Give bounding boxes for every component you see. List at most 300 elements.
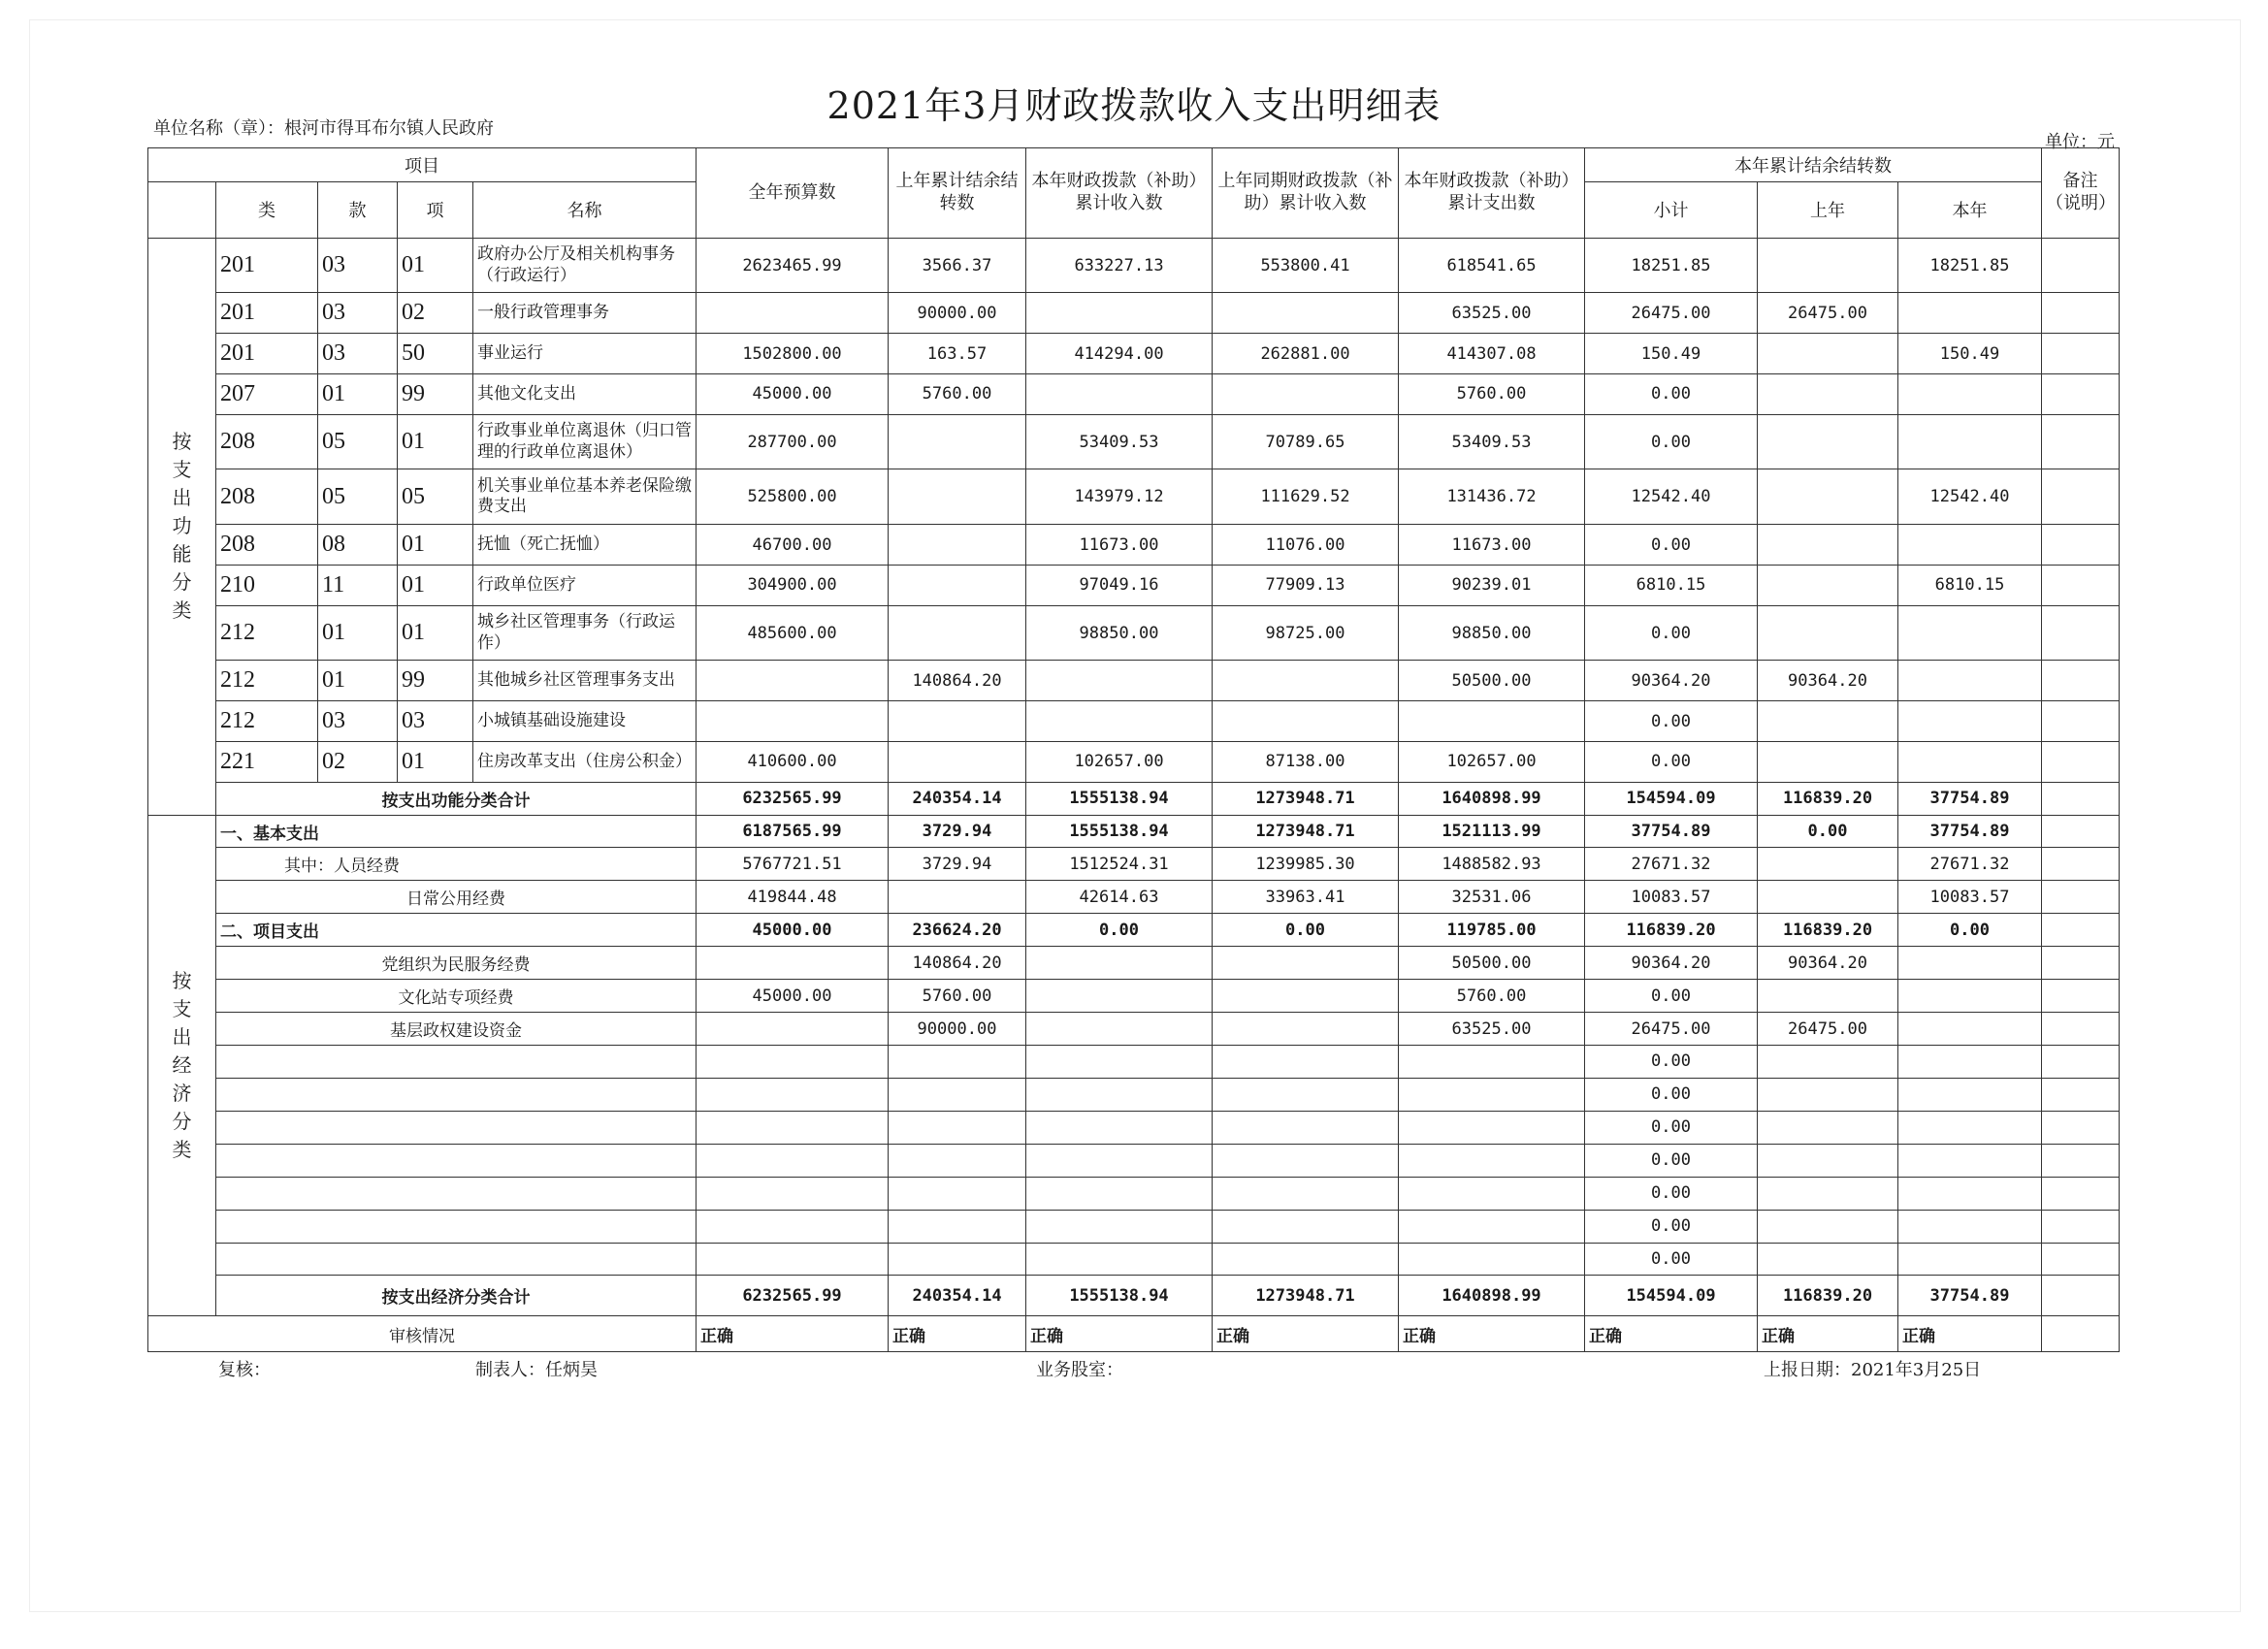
econ-carry-subtotal: 0.00 [1585,1111,1758,1144]
econ-budget: 419844.48 [697,881,889,914]
econ-row [148,1243,2120,1276]
cell-remark [2042,525,2120,566]
econ-label: 文化站专项经费 [216,980,697,1013]
cell-carry-this-year [1898,293,2042,334]
econ-total-carry-last-year: 116839.20 [1758,1276,1898,1316]
cell-carry-subtotal: 18251.85 [1585,238,1758,293]
cell-name: 抚恤（死亡抚恤） [473,525,697,566]
total-carry-last-year: 116839.20 [1758,782,1898,815]
econ-cur-income [1026,980,1213,1013]
unit-name: 单位名称（章）：根河市得耳布尔镇人民政府 [153,118,494,139]
cell-remark [2042,782,2120,815]
cell-remark [2042,293,2120,334]
cell-carry-subtotal: 0.00 [1585,525,1758,566]
econ-label: 二、项目支出 [216,914,697,947]
econ-carry-this-year: 27671.32 [1898,848,2042,881]
cell-budget: 46700.00 [697,525,889,566]
cell-carry-this-year [1898,373,2042,414]
cell-kuan: 03 [318,701,398,742]
econ-prev-same-income [1213,947,1399,980]
cell-lei: 208 [216,469,318,525]
econ-prev-carry: 90000.00 [889,1013,1026,1046]
cell-remark [2042,701,2120,742]
cell-remark [2042,1078,2120,1111]
cell-cur-expense: 98850.00 [1399,605,1585,661]
header-carry-group: 本年累计结余结转数 [1585,148,2042,182]
cell-remark [2042,605,2120,661]
econ-carry-last-year [1758,1078,1898,1111]
cell-xiang: 99 [398,661,473,701]
cell-prev-carry: 90000.00 [889,293,1026,334]
cell-name: 行政事业单位离退休（归口管理的行政单位离退休） [473,414,697,469]
cell-carry-subtotal: 0.00 [1585,414,1758,469]
econ-cur-expense [1399,1210,1585,1243]
cell-lei: 201 [216,293,318,334]
cell-lei: 201 [216,238,318,293]
econ-carry-last-year [1758,1144,1898,1177]
cell-kuan: 03 [318,238,398,293]
cell-budget [697,701,889,742]
total-carry-this-year: 37754.89 [1898,782,2042,815]
func-row [148,334,2120,374]
econ-cur-expense [1399,1111,1585,1144]
cell-carry-last-year: 90364.20 [1758,661,1898,701]
econ-carry-subtotal: 0.00 [1585,1144,1758,1177]
footer-reviewer: 复核： [218,1360,271,1380]
func-row [148,293,2120,334]
econ-carry-subtotal: 27671.32 [1585,848,1758,881]
econ-cur-income [1026,1013,1213,1046]
cell-lei: 210 [216,565,318,605]
econ-cur-expense [1399,1144,1585,1177]
cell-remark [2042,848,2120,881]
total-prev-same-income: 1273948.71 [1213,782,1399,815]
econ-row [148,1046,2120,1079]
econ-carry-subtotal: 0.00 [1585,1243,1758,1276]
cell-cur-income [1026,661,1213,701]
cell-cur-expense: 414307.08 [1399,334,1585,374]
econ-carry-subtotal: 0.00 [1585,980,1758,1013]
econ-prev-same-income [1213,1013,1399,1046]
header-prev-carry: 上年累计结余结转数 [889,148,1026,239]
econ-label [216,1111,697,1144]
econ-row [148,848,2120,881]
cell-remark [2042,1316,2120,1352]
econ-row [148,914,2120,947]
audit-label: 审核情况 [148,1316,697,1352]
econ-carry-last-year [1758,1111,1898,1144]
econ-cur-expense: 63525.00 [1399,1013,1585,1046]
cell-carry-this-year: 12542.40 [1898,469,2042,525]
cell-carry-this-year: 6810.15 [1898,565,2042,605]
econ-carry-subtotal: 90364.20 [1585,947,1758,980]
econ-carry-subtotal: 37754.89 [1585,815,1758,848]
econ-total-cur-expense: 1640898.99 [1399,1276,1585,1316]
cell-cur-expense: 618541.65 [1399,238,1585,293]
econ-carry-last-year [1758,848,1898,881]
cell-kuan: 05 [318,469,398,525]
econ-cur-income [1026,1046,1213,1079]
econ-cur-income [1026,1210,1213,1243]
econ-budget [697,1177,889,1210]
econ-label [216,1210,697,1243]
func-row [148,373,2120,414]
cell-remark [2042,1046,2120,1079]
cell-cur-income: 53409.53 [1026,414,1213,469]
econ-total-carry-subtotal: 154594.09 [1585,1276,1758,1316]
cell-prev-same-income [1213,373,1399,414]
econ-cur-expense: 1488582.93 [1399,848,1585,881]
cell-prev-same-income [1213,661,1399,701]
econ-prev-same-income [1213,1177,1399,1210]
econ-row [148,1111,2120,1144]
cell-remark [2042,741,2120,782]
cell-remark [2042,1210,2120,1243]
econ-carry-subtotal: 116839.20 [1585,914,1758,947]
cell-carry-this-year [1898,605,2042,661]
cell-xiang: 01 [398,741,473,782]
cell-lei: 208 [216,525,318,566]
audit-prev-same-income: 正确 [1213,1316,1399,1352]
econ-row [148,1144,2120,1177]
cell-name: 其他文化支出 [473,373,697,414]
cell-cur-income [1026,293,1213,334]
cell-xiang: 05 [398,469,473,525]
section-econ-text: 按支出经济分类 [172,968,192,1161]
cell-budget: 287700.00 [697,414,889,469]
cell-cur-expense: 53409.53 [1399,414,1585,469]
econ-carry-last-year: 90364.20 [1758,947,1898,980]
econ-carry-this-year [1898,1046,2042,1079]
cell-kuan: 03 [318,334,398,374]
func-total-label: 按支出功能分类合计 [216,782,697,815]
cell-carry-subtotal: 150.49 [1585,334,1758,374]
audit-cur-income: 正确 [1026,1316,1213,1352]
cell-prev-same-income: 111629.52 [1213,469,1399,525]
econ-cur-income: 1555138.94 [1026,815,1213,848]
cell-cur-expense: 50500.00 [1399,661,1585,701]
cell-carry-this-year [1898,701,2042,742]
cell-xiang: 01 [398,414,473,469]
cell-carry-subtotal: 26475.00 [1585,293,1758,334]
cell-prev-carry: 163.57 [889,334,1026,374]
econ-carry-subtotal: 10083.57 [1585,881,1758,914]
econ-prev-same-income [1213,1046,1399,1079]
cell-remark [2042,947,2120,980]
cell-prev-same-income [1213,293,1399,334]
econ-label [216,1078,697,1111]
cell-cur-income: 633227.13 [1026,238,1213,293]
cell-carry-this-year [1898,414,2042,469]
cell-budget: 1502800.00 [697,334,889,374]
total-prev-carry: 240354.14 [889,782,1026,815]
cell-carry-last-year [1758,373,1898,414]
cell-prev-carry [889,565,1026,605]
header-lei: 类 [216,182,318,238]
econ-prev-same-income: 0.00 [1213,914,1399,947]
econ-cur-income: 42614.63 [1026,881,1213,914]
cell-remark [2042,469,2120,525]
func-row [148,414,2120,469]
func-row [148,701,2120,742]
econ-prev-carry: 5760.00 [889,980,1026,1013]
audit-budget: 正确 [697,1316,889,1352]
cell-cur-income: 11673.00 [1026,525,1213,566]
cell-prev-carry [889,741,1026,782]
cell-cur-income: 102657.00 [1026,741,1213,782]
econ-prev-carry [889,1177,1026,1210]
econ-row [148,815,2120,848]
econ-cur-income [1026,1144,1213,1177]
econ-total-label: 按支出经济分类合计 [216,1276,697,1316]
footer-date: 上报日期：2021年3月25日 [1764,1360,1982,1380]
econ-total-cur-income: 1555138.94 [1026,1276,1213,1316]
econ-budget: 45000.00 [697,980,889,1013]
func-row [148,238,2120,293]
econ-prev-carry [889,1243,1026,1276]
func-row [148,741,2120,782]
cell-carry-subtotal: 0.00 [1585,701,1758,742]
econ-budget [697,1013,889,1046]
cell-carry-last-year [1758,469,1898,525]
cell-budget: 2623465.99 [697,238,889,293]
cell-carry-last-year [1758,334,1898,374]
cell-xiang: 01 [398,605,473,661]
cell-name: 行政单位医疗 [473,565,697,605]
cell-carry-last-year [1758,525,1898,566]
cell-remark [2042,1013,2120,1046]
econ-total-budget: 6232565.99 [697,1276,889,1316]
econ-row [148,947,2120,980]
cell-cur-income: 143979.12 [1026,469,1213,525]
cell-prev-same-income: 98725.00 [1213,605,1399,661]
econ-total-row [148,1276,2120,1316]
econ-cur-income [1026,1078,1213,1111]
total-cur-income: 1555138.94 [1026,782,1213,815]
econ-label [216,1177,697,1210]
cell-cur-income: 414294.00 [1026,334,1213,374]
econ-prev-same-income [1213,1144,1399,1177]
cell-budget [697,661,889,701]
cell-xiang: 01 [398,565,473,605]
econ-prev-carry [889,1111,1026,1144]
econ-carry-last-year [1758,1210,1898,1243]
econ-prev-carry: 140864.20 [889,947,1026,980]
econ-carry-subtotal: 0.00 [1585,1046,1758,1079]
header-kuan: 款 [318,182,398,238]
header-name: 名称 [473,182,697,238]
econ-cur-expense [1399,1078,1585,1111]
cell-cur-income [1026,373,1213,414]
header-project: 项目 [148,148,697,182]
cell-name: 其他城乡社区管理事务支出 [473,661,697,701]
cell-carry-this-year [1898,741,2042,782]
econ-budget: 6187565.99 [697,815,889,848]
econ-cur-expense: 32531.06 [1399,881,1585,914]
econ-budget [697,1111,889,1144]
cell-xiang: 02 [398,293,473,334]
econ-cur-expense [1399,1046,1585,1079]
cell-prev-same-income: 262881.00 [1213,334,1399,374]
cell-cur-expense: 90239.01 [1399,565,1585,605]
cell-kuan: 01 [318,373,398,414]
cell-remark [2042,238,2120,293]
econ-label: 基层政权建设资金 [216,1013,697,1046]
cell-cur-income [1026,701,1213,742]
cell-prev-carry: 5760.00 [889,373,1026,414]
econ-label: 党组织为民服务经费 [216,947,697,980]
econ-carry-last-year [1758,881,1898,914]
econ-total-prev-carry: 240354.14 [889,1276,1026,1316]
header-prev-same-income: 上年同期财政拨款（补助）累计收入数 [1213,148,1399,239]
econ-budget [697,1046,889,1079]
econ-prev-carry: 236624.20 [889,914,1026,947]
audit-cur-expense: 正确 [1399,1316,1585,1352]
cell-carry-last-year [1758,565,1898,605]
econ-carry-this-year [1898,1111,2042,1144]
econ-total-prev-same-income: 1273948.71 [1213,1276,1399,1316]
cell-prev-carry [889,469,1026,525]
cell-kuan: 03 [318,293,398,334]
econ-row [148,1078,2120,1111]
cell-cur-income: 97049.16 [1026,565,1213,605]
cell-lei: 221 [216,741,318,782]
econ-label: 一、基本支出 [216,815,697,848]
cell-name: 政府办公厅及相关机构事务（行政运行） [473,238,697,293]
cell-carry-subtotal: 90364.20 [1585,661,1758,701]
cell-cur-expense: 63525.00 [1399,293,1585,334]
cell-remark [2042,1276,2120,1316]
econ-row [148,980,2120,1013]
econ-prev-carry [889,881,1026,914]
econ-prev-carry [889,1144,1026,1177]
econ-cur-income [1026,1243,1213,1276]
cell-carry-last-year: 26475.00 [1758,293,1898,334]
econ-carry-last-year [1758,1177,1898,1210]
econ-total-carry-this-year: 37754.89 [1898,1276,2042,1316]
econ-carry-this-year [1898,980,2042,1013]
cell-prev-carry: 140864.20 [889,661,1026,701]
econ-cur-income: 1512524.31 [1026,848,1213,881]
func-row [148,605,2120,661]
cell-remark [2042,881,2120,914]
econ-carry-this-year [1898,1177,2042,1210]
cell-prev-carry [889,525,1026,566]
econ-label [216,1046,697,1079]
header-xiang: 项 [398,182,473,238]
func-row [148,661,2120,701]
econ-carry-last-year: 116839.20 [1758,914,1898,947]
cell-prev-same-income: 70789.65 [1213,414,1399,469]
econ-carry-this-year [1898,1243,2042,1276]
cell-kuan: 01 [318,661,398,701]
econ-carry-this-year: 37754.89 [1898,815,2042,848]
cell-cur-expense: 102657.00 [1399,741,1585,782]
econ-cur-expense: 50500.00 [1399,947,1585,980]
cell-name: 小城镇基础设施建设 [473,701,697,742]
cell-prev-carry [889,414,1026,469]
cell-lei: 207 [216,373,318,414]
total-budget: 6232565.99 [697,782,889,815]
cell-remark [2042,914,2120,947]
econ-prev-carry [889,1078,1026,1111]
cell-kuan: 08 [318,525,398,566]
cell-carry-last-year [1758,414,1898,469]
cell-carry-subtotal: 0.00 [1585,741,1758,782]
econ-carry-this-year [1898,1078,2042,1111]
cell-xiang: 01 [398,238,473,293]
econ-prev-same-income: 33963.41 [1213,881,1399,914]
econ-budget [697,1210,889,1243]
econ-row [148,1177,2120,1210]
cell-prev-same-income: 77909.13 [1213,565,1399,605]
cell-lei: 212 [216,701,318,742]
econ-cur-expense [1399,1177,1585,1210]
audit-carry-last-year: 正确 [1758,1316,1898,1352]
section-econ-label [148,815,216,1316]
cell-prev-same-income: 11076.00 [1213,525,1399,566]
econ-carry-subtotal: 0.00 [1585,1177,1758,1210]
econ-row [148,881,2120,914]
econ-cur-income [1026,1111,1213,1144]
header-cur-expense: 本年财政拨款（补助）累计支出数 [1399,148,1585,239]
econ-cur-expense: 1521113.99 [1399,815,1585,848]
cell-carry-last-year [1758,238,1898,293]
cell-carry-this-year [1898,661,2042,701]
footer-dept: 业务股室： [1036,1360,1123,1380]
header-cur-income: 本年财政拨款（补助）累计收入数 [1026,148,1213,239]
cell-budget: 485600.00 [697,605,889,661]
cell-lei: 212 [216,661,318,701]
econ-row [148,1013,2120,1046]
func-row [148,525,2120,566]
cell-budget [697,293,889,334]
header-this-year: 本年 [1898,182,2042,238]
cell-remark [2042,414,2120,469]
cell-carry-subtotal: 0.00 [1585,605,1758,661]
cell-lei: 201 [216,334,318,374]
cell-kuan: 02 [318,741,398,782]
econ-prev-same-income: 1273948.71 [1213,815,1399,848]
audit-row [148,1316,2120,1352]
econ-prev-carry: 3729.94 [889,815,1026,848]
cell-name: 一般行政管理事务 [473,293,697,334]
cell-prev-carry [889,701,1026,742]
econ-prev-same-income [1213,1111,1399,1144]
cell-budget: 410600.00 [697,741,889,782]
econ-budget [697,947,889,980]
econ-label: 其中：人员经费 [216,848,697,881]
econ-prev-same-income: 1239985.30 [1213,848,1399,881]
econ-carry-this-year [1898,1144,2042,1177]
cell-kuan: 05 [318,414,398,469]
total-cur-expense: 1640898.99 [1399,782,1585,815]
header-budget: 全年预算数 [697,148,889,239]
cell-carry-this-year: 18251.85 [1898,238,2042,293]
econ-carry-last-year [1758,1243,1898,1276]
cell-kuan: 11 [318,565,398,605]
econ-label [216,1243,697,1276]
econ-carry-this-year: 0.00 [1898,914,2042,947]
section-func-text: 按支出功能分类 [172,430,192,623]
econ-prev-same-income [1213,1210,1399,1243]
cell-remark [2042,815,2120,848]
econ-prev-same-income [1213,1078,1399,1111]
audit-carry-subtotal: 正确 [1585,1316,1758,1352]
header-subtotal: 小计 [1585,182,1758,238]
econ-budget [697,1144,889,1177]
cell-carry-subtotal: 0.00 [1585,373,1758,414]
